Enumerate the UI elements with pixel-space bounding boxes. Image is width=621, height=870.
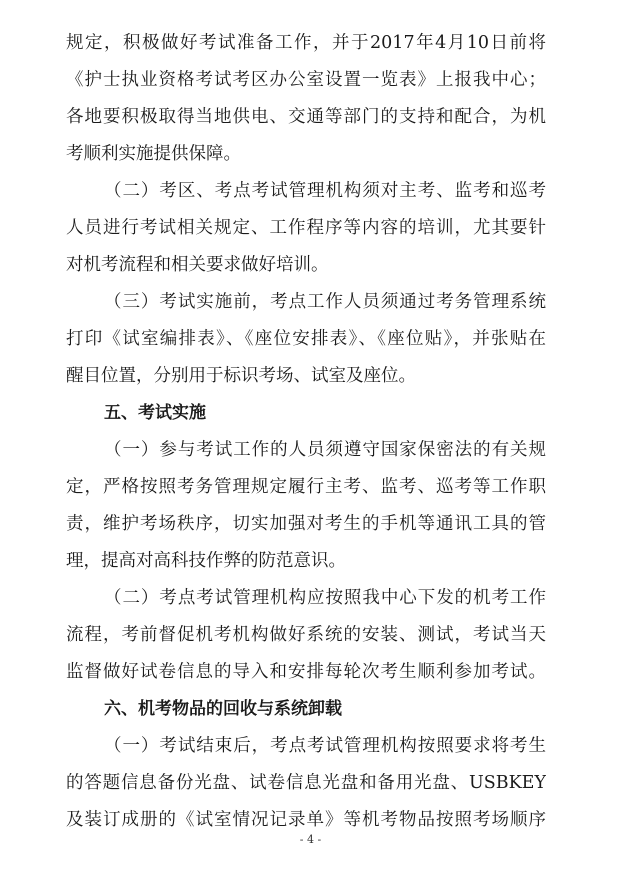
paragraph-first-line: （一）参与考试工作的人员须遵守国家保密法的有关规	[104, 440, 546, 460]
text-line: 理，提高对高科技作弊的防范意识。	[66, 551, 346, 571]
text-line: 各地要积极取得当地供电、交通等部门的支持和配合，为机	[66, 107, 546, 127]
page-number: - 4 -	[299, 833, 322, 846]
paragraph-first-line: （三）考试实施前，考点工作人员须通过考务管理系统	[104, 292, 546, 312]
text-line: 醒目位置，分别用于标识考场、试室及座位。	[66, 366, 416, 386]
section-heading: 五、考试实施	[104, 403, 206, 423]
paragraph-first-line: （一）考试结束后，考点考试管理机构按照要求将考生	[104, 736, 546, 756]
text-line: 的答题信息备份光盘、试卷信息光盘和备用光盘、USBKEY	[66, 773, 546, 793]
text-line: 人员进行考试相关规定、工作程序等内容的培训，尤其要针	[66, 218, 546, 238]
text-line: 打印《试室编排表》、《座位安排表》、《座位贴》，并张贴在	[66, 329, 546, 349]
text-line: 责，维护考场秩序，切实加强对考生的手机等通讯工具的管	[66, 514, 546, 534]
paragraph-first-line: （二）考区、考点考试管理机构须对主考、监考和巡考	[104, 181, 546, 201]
section-heading: 六、机考物品的回收与系统卸载	[104, 699, 342, 719]
text-line: 定，严格按照考务管理规定履行主考、监考、巡考等工作职	[66, 477, 546, 497]
text-line: 《护士执业资格考试考区办公室设置一览表》上报我中心；	[66, 70, 546, 90]
text-line: 规定，积极做好考试准备工作，并于2017年4月10日前将	[66, 33, 546, 53]
text-line: 对机考流程和相关要求做好培训。	[66, 255, 329, 275]
text-line: 流程，考前督促机考机构做好系统的安装、测试，考试当天	[66, 625, 546, 645]
text-line: 及装订成册的《试室情况记录单》等机考物品按照考场顺序	[66, 810, 546, 830]
text-line: 监督做好试卷信息的导入和安排每轮次考生顺利参加考试。	[66, 662, 546, 682]
text-line: 考顺利实施提供保障。	[66, 144, 241, 164]
paragraph-first-line: （二）考点考试管理机构应按照我中心下发的机考工作	[104, 588, 546, 608]
